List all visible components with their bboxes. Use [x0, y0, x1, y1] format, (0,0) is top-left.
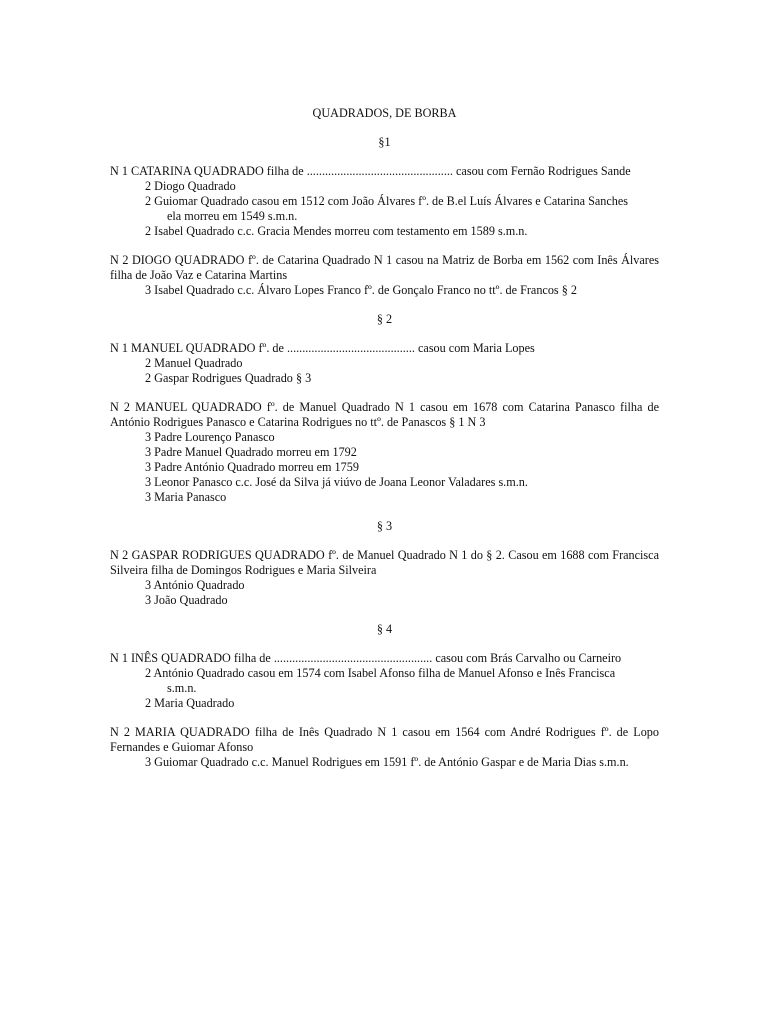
section-mark-3: § 3 — [376, 519, 393, 533]
child-line: 2 Diogo Quadrado — [145, 179, 236, 193]
entry — [110, 725, 659, 770]
child-line: 2 Manuel Quadrado — [145, 356, 243, 370]
entry-heading: N 1 CATARINA QUADRADO filha de ................................................ casou com Fernão Rodrigues Sande — [110, 164, 631, 178]
entry-heading: N 1 MANUEL QUADRADO fº. de .......................................... casou com Maria Lopes — [110, 341, 535, 355]
entry — [110, 400, 659, 505]
section-mark-2: § 2 — [376, 312, 393, 326]
child-line: 2 Guiomar Quadrado casou em 1512 com João Álvares fº. de B.el Luís Álvares e Catarina Sanches — [145, 194, 629, 208]
child-line: 3 Maria Panasco — [145, 490, 227, 504]
document-title: QUADRADOS, DE BORBA — [312, 106, 457, 120]
child-line-continuation: s.m.n. — [167, 681, 197, 695]
child-line: 3 Padre António Quadrado morreu em 1759 — [145, 460, 359, 474]
document-page — [110, 106, 659, 784]
entry-heading: N 2 GASPAR RODRIGUES QUADRADO fº. de Manuel Quadrado N 1 do § 2. Casou em 1688 com Francisca Silveira filha de Domingos Rodrigues e Maria Silveira — [110, 548, 659, 577]
entry — [110, 341, 659, 386]
child-line: 3 Isabel Quadrado c.c. Álvaro Lopes Franco fº. de Gonçalo Franco no ttº. de Francos § 2 — [145, 283, 577, 297]
section-mark-1: §1 — [378, 135, 391, 149]
child-line: 2 António Quadrado casou em 1574 com Isabel Afonso filha de Manuel Afonso e Inês Francisca — [145, 666, 616, 680]
child-line: 3 Padre Manuel Quadrado morreu em 1792 — [145, 445, 357, 459]
entry — [110, 253, 659, 298]
child-line: 3 Padre Lourenço Panasco — [145, 430, 275, 444]
entry — [110, 548, 659, 608]
entry — [110, 164, 659, 239]
child-line: 3 Leonor Panasco c.c. José da Silva já viúvo de Joana Leonor Valadares s.m.n. — [145, 475, 528, 489]
child-line: 2 Isabel Quadrado c.c. Gracia Mendes morreu com testamento em 1589 s.m.n. — [145, 224, 528, 238]
child-line: 3 Guiomar Quadrado c.c. Manuel Rodrigues em 1591 fº. de António Gaspar e de Maria Dias s.m.n. — [145, 755, 629, 769]
child-line: 2 Maria Quadrado — [145, 696, 235, 710]
child-line: 3 António Quadrado — [145, 578, 245, 592]
child-line: 3 João Quadrado — [145, 593, 228, 607]
entry-heading: N 1 INÊS QUADRADO filha de .................................................... casou com Brás Carvalho ou Carneiro — [110, 651, 622, 665]
child-line: 2 Gaspar Rodrigues Quadrado § 3 — [145, 371, 312, 385]
entry-heading: N 2 DIOGO QUADRADO fº. de Catarina Quadrado N 1 casou na Matriz de Borba em 1562 com Inês Álvares filha de João Vaz e Catarina Martins — [110, 253, 659, 282]
section-mark-4: § 4 — [376, 622, 393, 636]
entry-heading: N 2 MANUEL QUADRADO fº. de Manuel Quadrado N 1 casou em 1678 com Catarina Panasco filha de António Rodrigues Panasco e Catarina Rodrigues no ttº. de Panascos § 1 N 3 — [110, 400, 659, 429]
entry-heading: N 2 MARIA QUADRADO filha de Inês Quadrado N 1 casou em 1564 com André Rodrigues fº. de Lopo Fernandes e Guiomar Afonso — [110, 725, 659, 754]
entry — [110, 651, 659, 711]
child-line-continuation: ela morreu em 1549 s.m.n. — [167, 209, 298, 223]
